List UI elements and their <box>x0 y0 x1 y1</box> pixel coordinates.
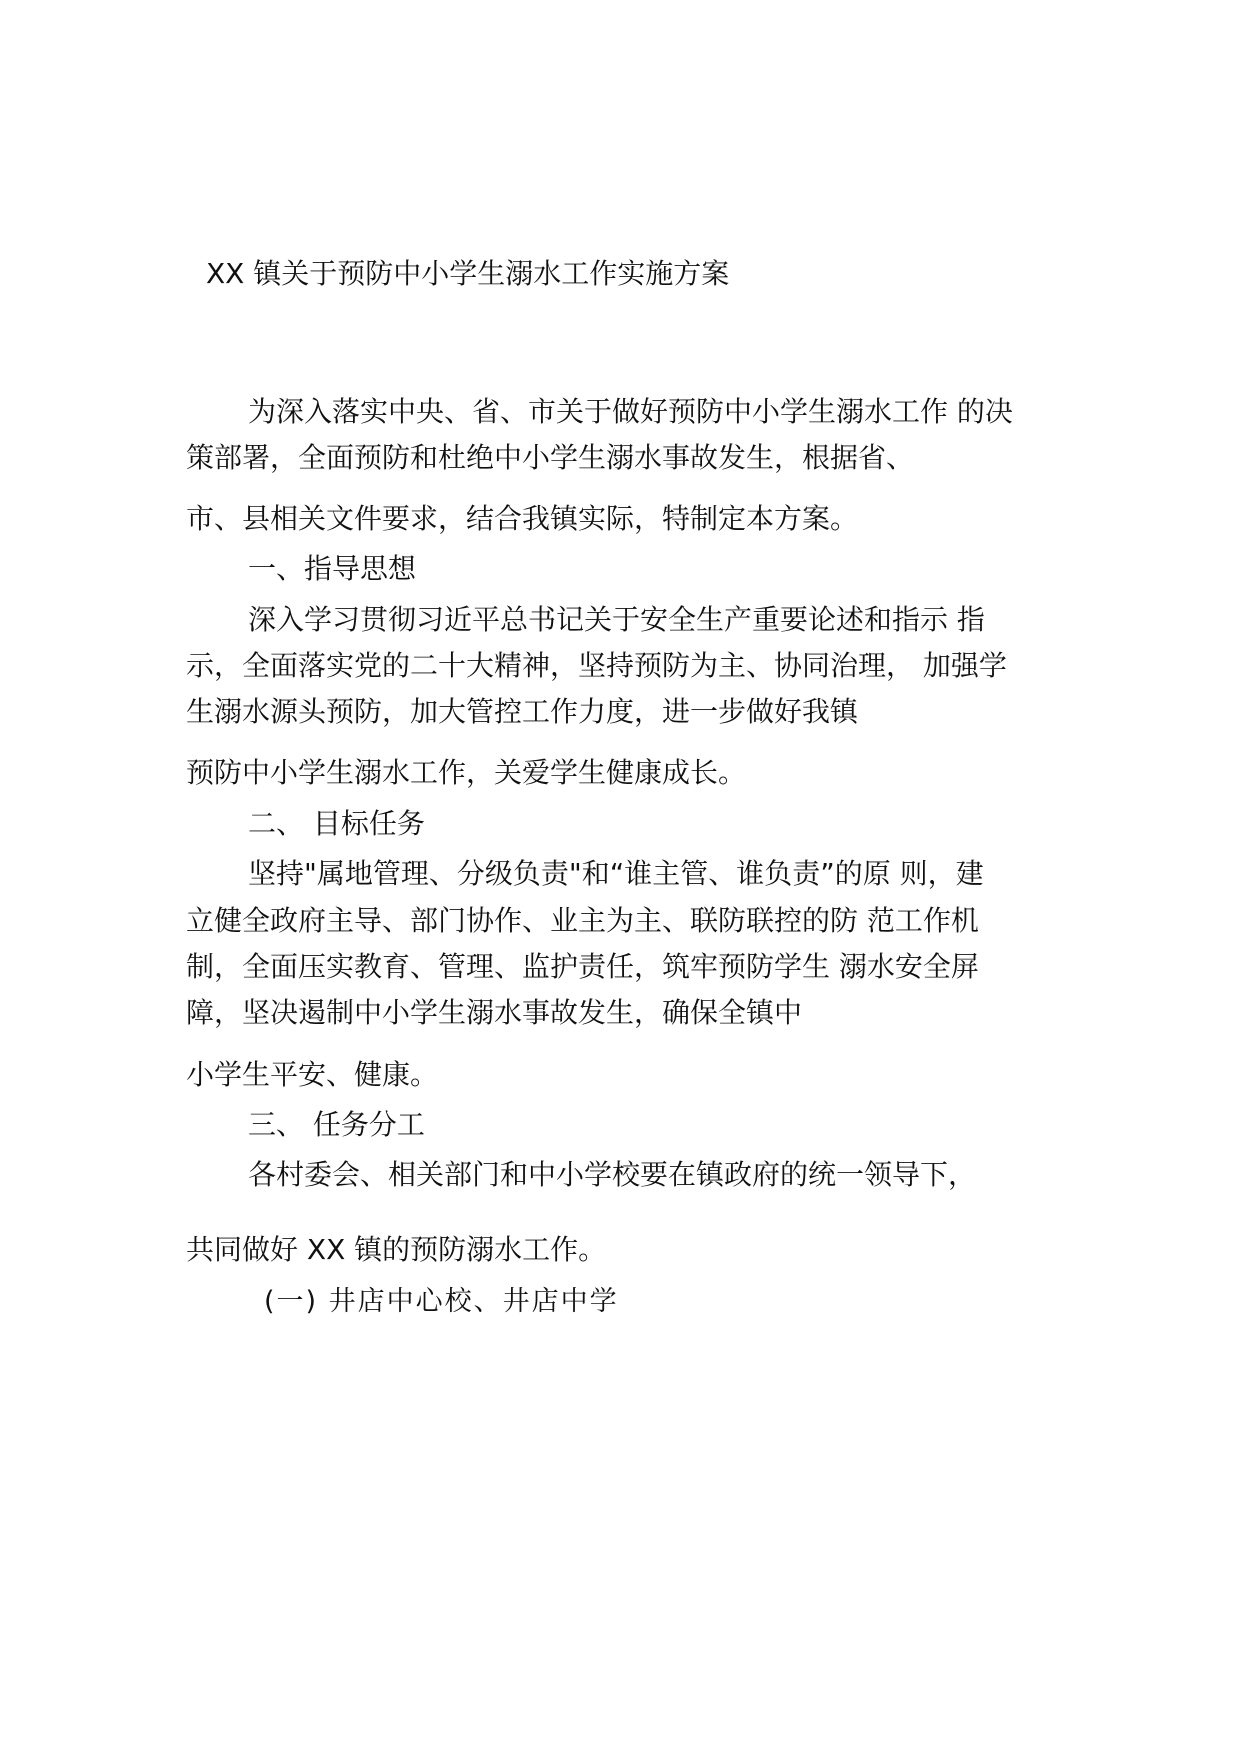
paragraph-line: 预防中小学生溺水工作，关爱学生健康成长。 <box>186 756 747 789</box>
paragraph-line: 市、县相关文件要求，结合我镇实际，特制定本方案。 <box>186 502 859 535</box>
paragraph-line: 为深入落实中央、省、市关于做好预防中小学生溺水工作 的决 <box>248 395 1013 428</box>
paragraph-line: 各村委会、相关部门和中小学校要在镇政府的统一领导下， <box>248 1158 977 1191</box>
paragraph-line: 策部署，全面预防和杜绝中小学生溺水事故发生，根据省、 <box>186 441 915 474</box>
paragraph-line: 示，全面落实党的二十大精神，坚持预防为主、协同治理， 加强学 <box>186 649 1007 682</box>
paragraph-line: 制，全面压实教育、管理、监护责任，筑牢预防学生 溺水安全屏 <box>186 950 979 983</box>
paragraph-line: 小学生平安、健康。 <box>186 1058 439 1091</box>
subsection-heading: (一) 井店中心校、井店中学 <box>264 1286 619 1317</box>
paragraph-line: 障，坚决遏制中小学生溺水事故发生，确保全镇中 <box>186 996 803 1029</box>
paragraph-line: 共同做好 XX 镇的预防溺水工作。 <box>186 1233 607 1266</box>
section-heading: 二、 目标任务 <box>248 807 425 840</box>
paragraph-line: 坚持"属地管理、分级负责"和“谁主管、谁负责”的原 则，建 <box>248 857 984 890</box>
section-heading: 一、指导思想 <box>248 552 417 585</box>
paragraph-line: 生溺水源头预防，加大管控工作力度，进一步做好我镇 <box>186 695 859 728</box>
section-heading: 三、 任务分工 <box>248 1108 425 1141</box>
paragraph-line: 立健全政府主导、部门协作、业主为主、联防联控的防 范工作机 <box>186 904 979 937</box>
paragraph-line: 深入学习贯彻习近平总书记关于安全生产重要论述和指示 指 <box>248 603 985 636</box>
document-title: XX 镇关于预防中小学生溺水工作实施方案 <box>206 257 730 290</box>
